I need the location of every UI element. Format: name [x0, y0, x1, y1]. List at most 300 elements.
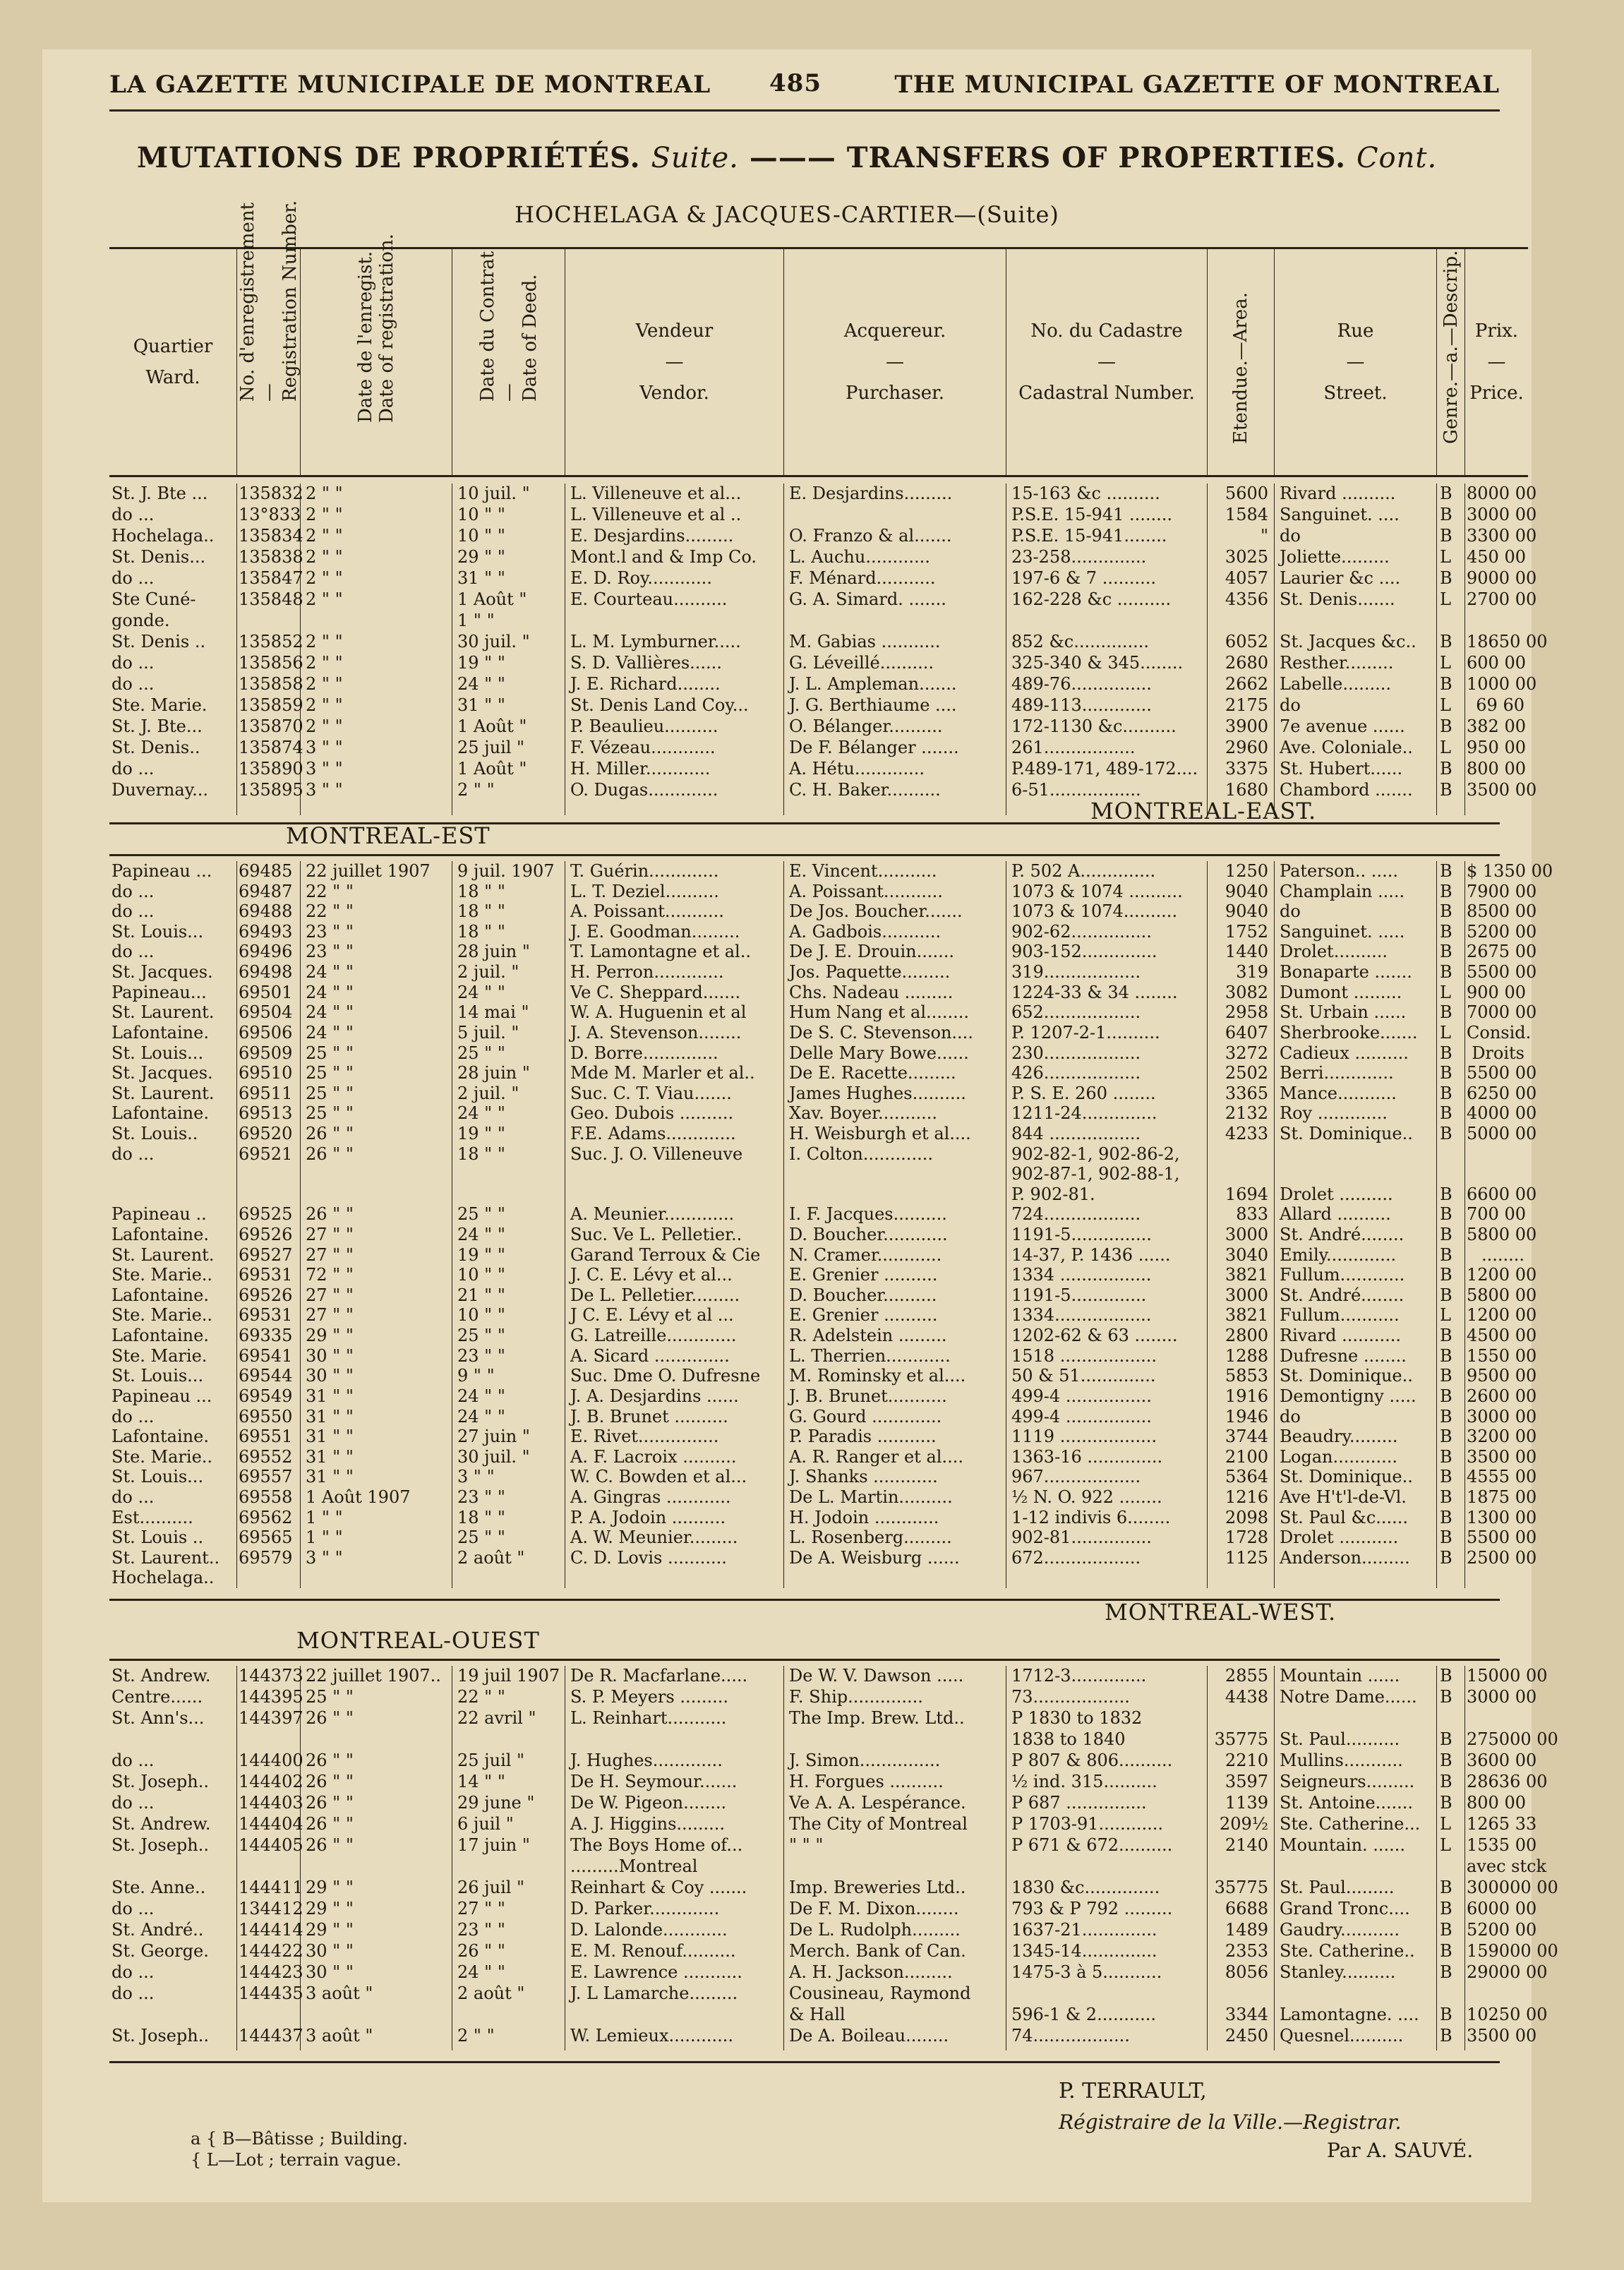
- cell-vendor: J. A. Desjardins ......: [570, 1386, 739, 1406]
- cell-vendor: J. E. Richard........: [570, 674, 721, 694]
- cell-reg: 69565: [239, 1527, 293, 1548]
- cell-ward: Ste. Marie..: [112, 1265, 213, 1285]
- table-row: [109, 1983, 1528, 2003]
- cell-price: 1200 00: [1467, 1305, 1537, 1326]
- table-row: [109, 1687, 1537, 1707]
- cell-area: 6688: [1225, 1899, 1268, 1918]
- page-number: 485: [769, 69, 822, 97]
- cell-rd: 25 " ": [306, 1043, 354, 1063]
- cell-street: Labelle.........: [1280, 674, 1392, 694]
- cell-vendor: A. J. Higgins.........: [570, 1814, 726, 1834]
- table-row: [109, 2026, 1537, 2046]
- cell-cad: ½ N. O. 922 ........: [1011, 1487, 1162, 1507]
- cell-reg: 144423: [239, 1962, 303, 1982]
- cell-reg: 69531: [239, 1265, 293, 1285]
- cell-g: B: [1440, 1083, 1452, 1103]
- cell-ward: St. J. Bte...: [112, 716, 203, 736]
- cell-cad: 1073 & 1074..........: [1011, 901, 1178, 922]
- cell-rd: 2 " ": [306, 653, 343, 673]
- cell-cad: 844 .................: [1011, 1123, 1141, 1143]
- cell-reg: 144411: [239, 1878, 303, 1897]
- cell-ward: Hochelaga..: [112, 1568, 215, 1588]
- cell-price: 15000 00: [1467, 1666, 1548, 1686]
- cell-g: B: [1440, 1507, 1452, 1527]
- cell-vendor: J. C. E. Lévy et al...: [570, 1265, 733, 1285]
- cell-g: B: [1440, 2026, 1452, 2046]
- cell-price: 1875 00: [1467, 1487, 1537, 1507]
- cell-cd: 10 " ": [457, 505, 505, 524]
- cell-purchaser: A. R. Ranger et al....: [789, 1446, 963, 1467]
- cell-ward: St. Louis...: [112, 1043, 204, 1063]
- cell-g: B: [1440, 901, 1452, 922]
- cell-g: B: [1440, 1793, 1452, 1813]
- cell-price: 3500 00: [1467, 1446, 1537, 1467]
- table-row: [109, 484, 1537, 503]
- cell-g: B: [1440, 1750, 1452, 1770]
- cell-area: 3375: [1225, 759, 1268, 779]
- table-row: [109, 1204, 1528, 1224]
- table-row: [109, 1002, 1537, 1023]
- cell-ward: do ...: [112, 1899, 155, 1918]
- cell-rd: 23 " ": [306, 942, 354, 962]
- cell-price: 800 00: [1467, 1793, 1526, 1813]
- cell-street: Sanguinet. ....: [1280, 505, 1400, 524]
- cell-cad: 1345-14..............: [1011, 1941, 1157, 1961]
- cell-street: St. Dominique..: [1280, 1123, 1413, 1143]
- cell-ward: Lafontaine.: [112, 1285, 209, 1305]
- table-row: [109, 632, 1548, 651]
- cell-ward: Duvernay...: [112, 780, 208, 800]
- cell-vendor: G. Latreille.............: [570, 1326, 737, 1346]
- cell-cd: 5 juil. ": [457, 1022, 519, 1043]
- cell-purchaser: Jos. Paquette.........: [789, 962, 951, 983]
- cell-reg: 69550: [239, 1406, 293, 1427]
- cell-rd: 26 " ": [306, 1123, 354, 1143]
- cell-area: 1139: [1225, 1793, 1268, 1813]
- cell-vendor: E. M. Renouf..........: [570, 1941, 736, 1961]
- table-row: [109, 1899, 1537, 1918]
- cell-g: L: [1440, 547, 1451, 567]
- cell-cad: ½ ind. 315..........: [1011, 1772, 1157, 1791]
- cell-area: 2210: [1225, 1750, 1268, 1770]
- cell-cad: 902-81...............: [1011, 1527, 1152, 1548]
- cell-reg: 69557: [239, 1467, 293, 1487]
- cell-cad: P.S.E. 15-941........: [1011, 526, 1167, 546]
- cell-purchaser: De S. C. Stevenson....: [789, 1022, 973, 1043]
- cell-cad: 793 & P 792 .........: [1011, 1899, 1173, 1918]
- cell-g: L: [1440, 1835, 1451, 1855]
- cell-purchaser: G. Gourd .............: [789, 1406, 942, 1427]
- cell-g: B: [1440, 1487, 1452, 1507]
- header-area: Etendue.—Area.: [1207, 249, 1274, 475]
- cell-cd: 9 " ": [457, 1366, 495, 1386]
- cell-purchaser: Ve A. A. Lespérance.: [789, 1793, 966, 1813]
- cell-cd: 1 Août ": [457, 589, 527, 609]
- cell-g: B: [1440, 1899, 1452, 1918]
- cell-g: B: [1440, 1184, 1452, 1204]
- cell-vendor: Ve C. Sheppard.......: [570, 982, 741, 1002]
- cell-reg: 144435: [239, 1983, 303, 2003]
- cell-street: Stanley..........: [1280, 1962, 1396, 1982]
- cell-rd: 3 " ": [306, 780, 343, 800]
- cell-purchaser: M. Gabias ...........: [789, 632, 941, 651]
- table-row: [109, 1568, 1528, 1587]
- cell-reg: 144397: [239, 1708, 303, 1728]
- cell-rd: 26 " ": [306, 1772, 354, 1791]
- table-row: [109, 1164, 1528, 1184]
- cell-purchaser: De W. V. Dawson .....: [789, 1666, 964, 1686]
- cell-purchaser: D. Boucher..........: [789, 1285, 937, 1305]
- cell-ward: St. Laurent..: [112, 1547, 220, 1568]
- table-row: [109, 1547, 1537, 1568]
- cell-vendor: C. D. Lovis ...........: [570, 1547, 727, 1568]
- cell-area: 319: [1236, 962, 1268, 983]
- cell-area: 9040: [1225, 881, 1268, 901]
- cell-reg: 135832: [239, 484, 303, 503]
- cell-street: Cadieux ..........: [1280, 1043, 1409, 1063]
- cell-rd: 30 " ": [306, 1345, 354, 1366]
- cell-price: 7900 00: [1467, 881, 1537, 901]
- cell-rd: 26 " ": [306, 1143, 354, 1164]
- cell-price: 2675 00: [1467, 942, 1537, 962]
- cell-vendor: H. Miller............: [570, 759, 711, 779]
- cell-cd: 26 " ": [457, 1941, 505, 1961]
- cell-cad: 325-340 & 345........: [1011, 653, 1184, 673]
- cell-street: 7e avenue ......: [1280, 716, 1405, 736]
- cell-cd: 24 " ": [457, 1386, 505, 1406]
- cell-g: B: [1440, 1406, 1452, 1427]
- signature-by: Par A. SAUVÉ.: [1327, 2139, 1474, 2162]
- cell-purchaser: A. H. Jackson.........: [789, 1962, 953, 1982]
- cell-purchaser: De F. M. Dixon........: [789, 1899, 959, 1918]
- cell-vendor: L. Villeneuve et al ..: [570, 505, 742, 524]
- cell-vendor: O. Dugas.............: [570, 780, 718, 800]
- cell-ward: do ...: [112, 901, 155, 922]
- cell-purchaser: De F. Bélanger .......: [789, 738, 959, 757]
- cell-ward: Est..........: [112, 1507, 193, 1527]
- cell-reg: 69541: [239, 1345, 293, 1366]
- cell-area: 5600: [1225, 484, 1268, 503]
- cell-rd: 25 " ": [306, 1103, 354, 1124]
- cell-price: 1265 33: [1467, 1814, 1537, 1834]
- cell-g: B: [1440, 1941, 1452, 1961]
- cell-ward: St. Laurent.: [112, 1083, 215, 1103]
- cell-cd: 1 " ": [457, 611, 495, 630]
- cell-reg: 69506: [239, 1022, 293, 1043]
- cell-rd: 3 " ": [306, 759, 343, 779]
- cell-price: 3300 00: [1467, 526, 1537, 546]
- cell-vendor: Suc. J. O. Villeneuve: [570, 1143, 743, 1164]
- cell-rd: 3 août ": [306, 2026, 373, 2046]
- cell-ward: Lafontaine.: [112, 1225, 209, 1244]
- cell-ward: St. André..: [112, 1920, 204, 1940]
- cell-vendor: E. Courteau..........: [570, 589, 728, 609]
- cell-reg: 69498: [239, 962, 293, 983]
- cell-cd: 22 " ": [457, 1687, 505, 1707]
- cell-price: $ 1350 00: [1467, 861, 1553, 881]
- section-rule: [109, 854, 1500, 856]
- cell-purchaser: L. Auchu............: [789, 547, 930, 567]
- cell-ward: Ste. Anne..: [112, 1878, 206, 1897]
- cell-street: Drolet ..........: [1280, 1184, 1393, 1204]
- cell-ward: St. Joseph..: [112, 1835, 210, 1855]
- table-row: [109, 695, 1528, 715]
- cell-area: 3900: [1225, 716, 1268, 736]
- cell-g: B: [1440, 484, 1452, 503]
- table-row: [109, 983, 1528, 1002]
- cell-g: B: [1440, 1123, 1452, 1143]
- cell-rd: 1 Août 1907: [306, 1487, 411, 1507]
- section-title-ouest: MONTREAL-OUEST: [296, 1627, 540, 1654]
- cell-cad: 499-4 ................: [1011, 1406, 1152, 1427]
- cell-purchaser: The City of Montreal: [789, 1814, 968, 1834]
- cell-g: B: [1440, 526, 1452, 546]
- cell-ward: St. Joseph..: [112, 2026, 210, 2046]
- cell-reg: 144400: [239, 1750, 303, 1770]
- cell-cad: P.489-171, 489-172....: [1011, 759, 1198, 779]
- cell-vendor: A. Sicard ..............: [570, 1345, 730, 1366]
- footnote: a { B—Bâtisse ; Building. { L—Lot ; terrain vague.: [191, 2129, 408, 2170]
- table-row: [109, 611, 1528, 630]
- cell-rd: 3 août ": [306, 1983, 373, 2003]
- cell-ward: do ...: [112, 505, 155, 524]
- cell-rd: 2 " ": [306, 695, 343, 715]
- cell-cad: 230..................: [1011, 1043, 1141, 1063]
- cell-g: B: [1440, 962, 1452, 983]
- cell-ward: do ...: [112, 1143, 155, 1164]
- cell-street: St. Hubert......: [1280, 759, 1403, 779]
- cell-price: Consid.: [1467, 1022, 1532, 1043]
- cell-ward: Lafontaine.: [112, 1326, 209, 1346]
- header-cadastral: No. du Cadastre — Cadastral Number.: [1006, 249, 1207, 475]
- cell-ward: do ...: [112, 881, 155, 901]
- cell-price: 600 00: [1467, 653, 1526, 673]
- cell-street: St. Dominique..: [1280, 1366, 1413, 1386]
- cell-vendor: A. F. Lacroix ..........: [570, 1446, 737, 1467]
- cell-purchaser: G. Léveillé..........: [789, 653, 934, 673]
- table-row: [109, 1326, 1537, 1346]
- cell-cd: 27 juin ": [457, 1427, 530, 1447]
- cell-price: 1200 00: [1467, 1265, 1537, 1285]
- cell-price: 29000 00: [1467, 1962, 1548, 1982]
- cell-ward: Ste. Marie..: [112, 1305, 213, 1326]
- cell-street: Emily.............: [1280, 1244, 1397, 1265]
- cell-cad: P.S.E. 15-941 ........: [1011, 505, 1173, 524]
- cell-street: Rivard ..........: [1280, 484, 1396, 503]
- cell-price: Droits: [1472, 1043, 1524, 1063]
- cell-cad: 596-1 & 2...........: [1011, 2005, 1156, 2024]
- cell-cad: 1202-62 & 63 ........: [1011, 1326, 1178, 1346]
- cell-street: Paterson.. .....: [1280, 861, 1398, 881]
- cell-price: 18650 00: [1467, 632, 1548, 651]
- cell-street: Ave. Coloniale..: [1280, 738, 1413, 757]
- cell-cd: 31 " ": [457, 568, 505, 588]
- cell-cd: 2 août ": [457, 1547, 525, 1568]
- cell-price: 3500 00: [1467, 2026, 1537, 2046]
- cell-cad: 172-1130 &c..........: [1011, 716, 1177, 736]
- cell-street: Resther.........: [1280, 653, 1394, 673]
- cell-cad: 1637-21..............: [1011, 1920, 1157, 1940]
- title-en-cont: Cont.: [1356, 142, 1438, 174]
- cell-ward: Papineau...: [112, 982, 207, 1002]
- table-row: [109, 1487, 1537, 1507]
- cell-vendor: L. M. Lymburner.....: [570, 632, 741, 651]
- cell-cad: 1838 to 1840: [1011, 1729, 1126, 1749]
- cell-rd: 2 " ": [306, 674, 343, 694]
- cell-street: Fullum...........: [1280, 1305, 1400, 1326]
- cell-reg: 144422: [239, 1941, 303, 1961]
- cell-ward: Lafontaine.: [112, 1103, 209, 1124]
- cell-cd: 28 juin ": [457, 942, 530, 962]
- cell-g: B: [1440, 1729, 1452, 1749]
- cell-ward: do ...: [112, 674, 155, 694]
- cell-g: B: [1440, 1265, 1452, 1285]
- cell-street: Drolet ...........: [1280, 1527, 1399, 1548]
- cell-ward: Lafontaine.: [112, 1427, 209, 1447]
- cell-area: 3821: [1225, 1265, 1268, 1285]
- cell-vendor: P. Beaulieu..........: [570, 716, 718, 736]
- cell-price: 8000 00: [1467, 484, 1537, 503]
- cell-cd: 19 juil 1907: [457, 1666, 560, 1686]
- cell-reg: 69527: [239, 1244, 293, 1265]
- cell-reg: 69335: [239, 1326, 293, 1346]
- table-row: [109, 1285, 1537, 1305]
- cell-g: B: [1440, 674, 1452, 694]
- cell-cd: 24 " ": [457, 1103, 505, 1124]
- cell-vendor: A. Meunier.............: [570, 1204, 735, 1225]
- cell-area: 1489: [1225, 1920, 1268, 1940]
- cell-cad: 724..................: [1011, 1204, 1141, 1225]
- cell-rd: 24 " ": [306, 1022, 354, 1043]
- cell-cd: 23 " ": [457, 1920, 505, 1940]
- cell-cd: 2 juil. ": [457, 962, 519, 983]
- cell-g: B: [1440, 505, 1452, 524]
- cell-price: 275000 00: [1467, 1729, 1558, 1749]
- header-descrip: Genre.—a.—Descrip.: [1436, 249, 1464, 475]
- cell-g: L: [1440, 982, 1451, 1002]
- cell-vendor: Mont.l and & Imp Co.: [570, 547, 757, 567]
- cell-g: L: [1440, 589, 1451, 609]
- cell-purchaser: & Hall: [789, 2005, 846, 2024]
- cell-rd: 3 " ": [306, 738, 343, 757]
- cell-ward: St. Louis..: [112, 1123, 198, 1143]
- cell-reg: 135847: [239, 568, 303, 588]
- cell-rd: 27 " ": [306, 1225, 354, 1244]
- cell-cad: P. S. E. 260 ........: [1011, 1083, 1156, 1103]
- cell-g: B: [1440, 1244, 1452, 1265]
- cell-street: Dumont .........: [1280, 982, 1402, 1002]
- cell-price: 9000 00: [1467, 568, 1537, 588]
- cell-purchaser: F. Ménard...........: [789, 568, 936, 588]
- cell-g: B: [1440, 1878, 1452, 1897]
- cell-ward: gonde.: [112, 611, 170, 630]
- cell-price: 5500 00: [1467, 1527, 1537, 1548]
- cell-g: B: [1440, 716, 1452, 736]
- cell-cad: 197-6 & 7 ..........: [1011, 568, 1156, 588]
- cell-rd: 31 " ": [306, 1467, 354, 1487]
- cell-g: B: [1440, 1446, 1452, 1467]
- cell-purchaser: De J. E. Drouin.......: [789, 942, 955, 962]
- cell-area: 2132: [1225, 1103, 1268, 1124]
- table-row: [109, 1123, 1537, 1143]
- cell-cd: 3 " ": [457, 1467, 495, 1487]
- cell-cad: 162-228 &c ..........: [1011, 589, 1172, 609]
- cell-street: Mullins...........: [1280, 1750, 1403, 1770]
- cell-area: 4438: [1225, 1687, 1268, 1707]
- table-row: [109, 1063, 1537, 1083]
- cell-vendor: W. Lemieux............: [570, 2026, 734, 2046]
- cell-rd: 22 " ": [306, 881, 354, 901]
- cell-cad: 74..................: [1011, 2026, 1130, 2046]
- cell-reg: 69552: [239, 1446, 293, 1467]
- cell-rd: 2 " ": [306, 505, 343, 524]
- cell-cad: 426..................: [1011, 1063, 1141, 1083]
- cell-vendor: W. C. Bowden et al...: [570, 1467, 747, 1487]
- table-row: [109, 1856, 1547, 1876]
- cell-ward: do ...: [112, 1487, 155, 1507]
- cell-area: 3000: [1225, 1285, 1268, 1305]
- cell-rd: 2 " ": [306, 526, 343, 546]
- cell-cd: 6 juil ": [457, 1814, 514, 1834]
- cell-cd: 1 Août ": [457, 716, 527, 736]
- table-row: [109, 780, 1537, 800]
- cell-area: 3344: [1225, 2005, 1268, 2024]
- cell-rd: 2 " ": [306, 632, 343, 651]
- header-ward: Quartier Ward.: [133, 336, 213, 388]
- cell-purchaser: L. Rosenberg.........: [789, 1527, 952, 1548]
- cell-rd: 26 " ": [306, 1750, 354, 1770]
- cell-cad: 1334..................: [1011, 1305, 1152, 1326]
- section-title-east: MONTREAL-EAST.: [1090, 798, 1317, 824]
- cell-cad: P 687 ...............: [1011, 1793, 1147, 1813]
- page-title: MUTATIONS DE PROPRIÉTÉS. Suite. ——— TRANSFERS OF PROPERTIES. Cont.: [136, 141, 1438, 174]
- cell-purchaser: De L. Martin..........: [789, 1487, 953, 1507]
- cell-street: Logan............: [1280, 1446, 1398, 1467]
- cell-ward: do ...: [112, 568, 155, 588]
- cell-area: 1752: [1225, 921, 1268, 942]
- table-row: [109, 1750, 1537, 1770]
- cell-purchaser: De A. Boileau........: [789, 2026, 949, 2046]
- cell-vendor: Suc. Dme O. Dufresne: [570, 1366, 761, 1386]
- cell-price: 950 00: [1467, 738, 1526, 757]
- cell-area: 1440: [1225, 942, 1268, 962]
- cell-street: Sherbrooke.......: [1280, 1022, 1418, 1043]
- cell-g: B: [1440, 1204, 1452, 1225]
- cell-cd: 24 " ": [457, 982, 505, 1002]
- cell-ward: St. Denis...: [112, 547, 206, 567]
- cell-g: B: [1440, 1427, 1452, 1447]
- cell-cd: 28 juin ": [457, 1063, 530, 1083]
- table-row: [109, 716, 1528, 736]
- cell-street: St. Urbain ......: [1280, 1002, 1407, 1023]
- cell-purchaser: E. Vincent...........: [789, 861, 937, 881]
- cell-purchaser: E. Grenier ..........: [789, 1305, 938, 1326]
- cell-area: 2140: [1225, 1835, 1268, 1855]
- cell-reg: 144403: [239, 1793, 303, 1813]
- cell-ward: Papineau ...: [112, 861, 212, 881]
- cell-rd: 22 " ": [306, 901, 354, 922]
- cell-reg: 135858: [239, 674, 303, 694]
- cell-g: B: [1440, 1527, 1452, 1548]
- cell-cd: 19 " ": [457, 653, 505, 673]
- cell-cd: 23 " ": [457, 1487, 505, 1507]
- cell-price: 382 00: [1467, 716, 1526, 736]
- cell-cd: 2 " ": [457, 780, 495, 800]
- cell-cd: 25 " ": [457, 1043, 505, 1063]
- cell-rd: 27 " ": [306, 1305, 354, 1326]
- cell-street: Rivard ...........: [1280, 1326, 1401, 1346]
- cell-street: Ave H't'l-de-Vl.: [1280, 1487, 1407, 1507]
